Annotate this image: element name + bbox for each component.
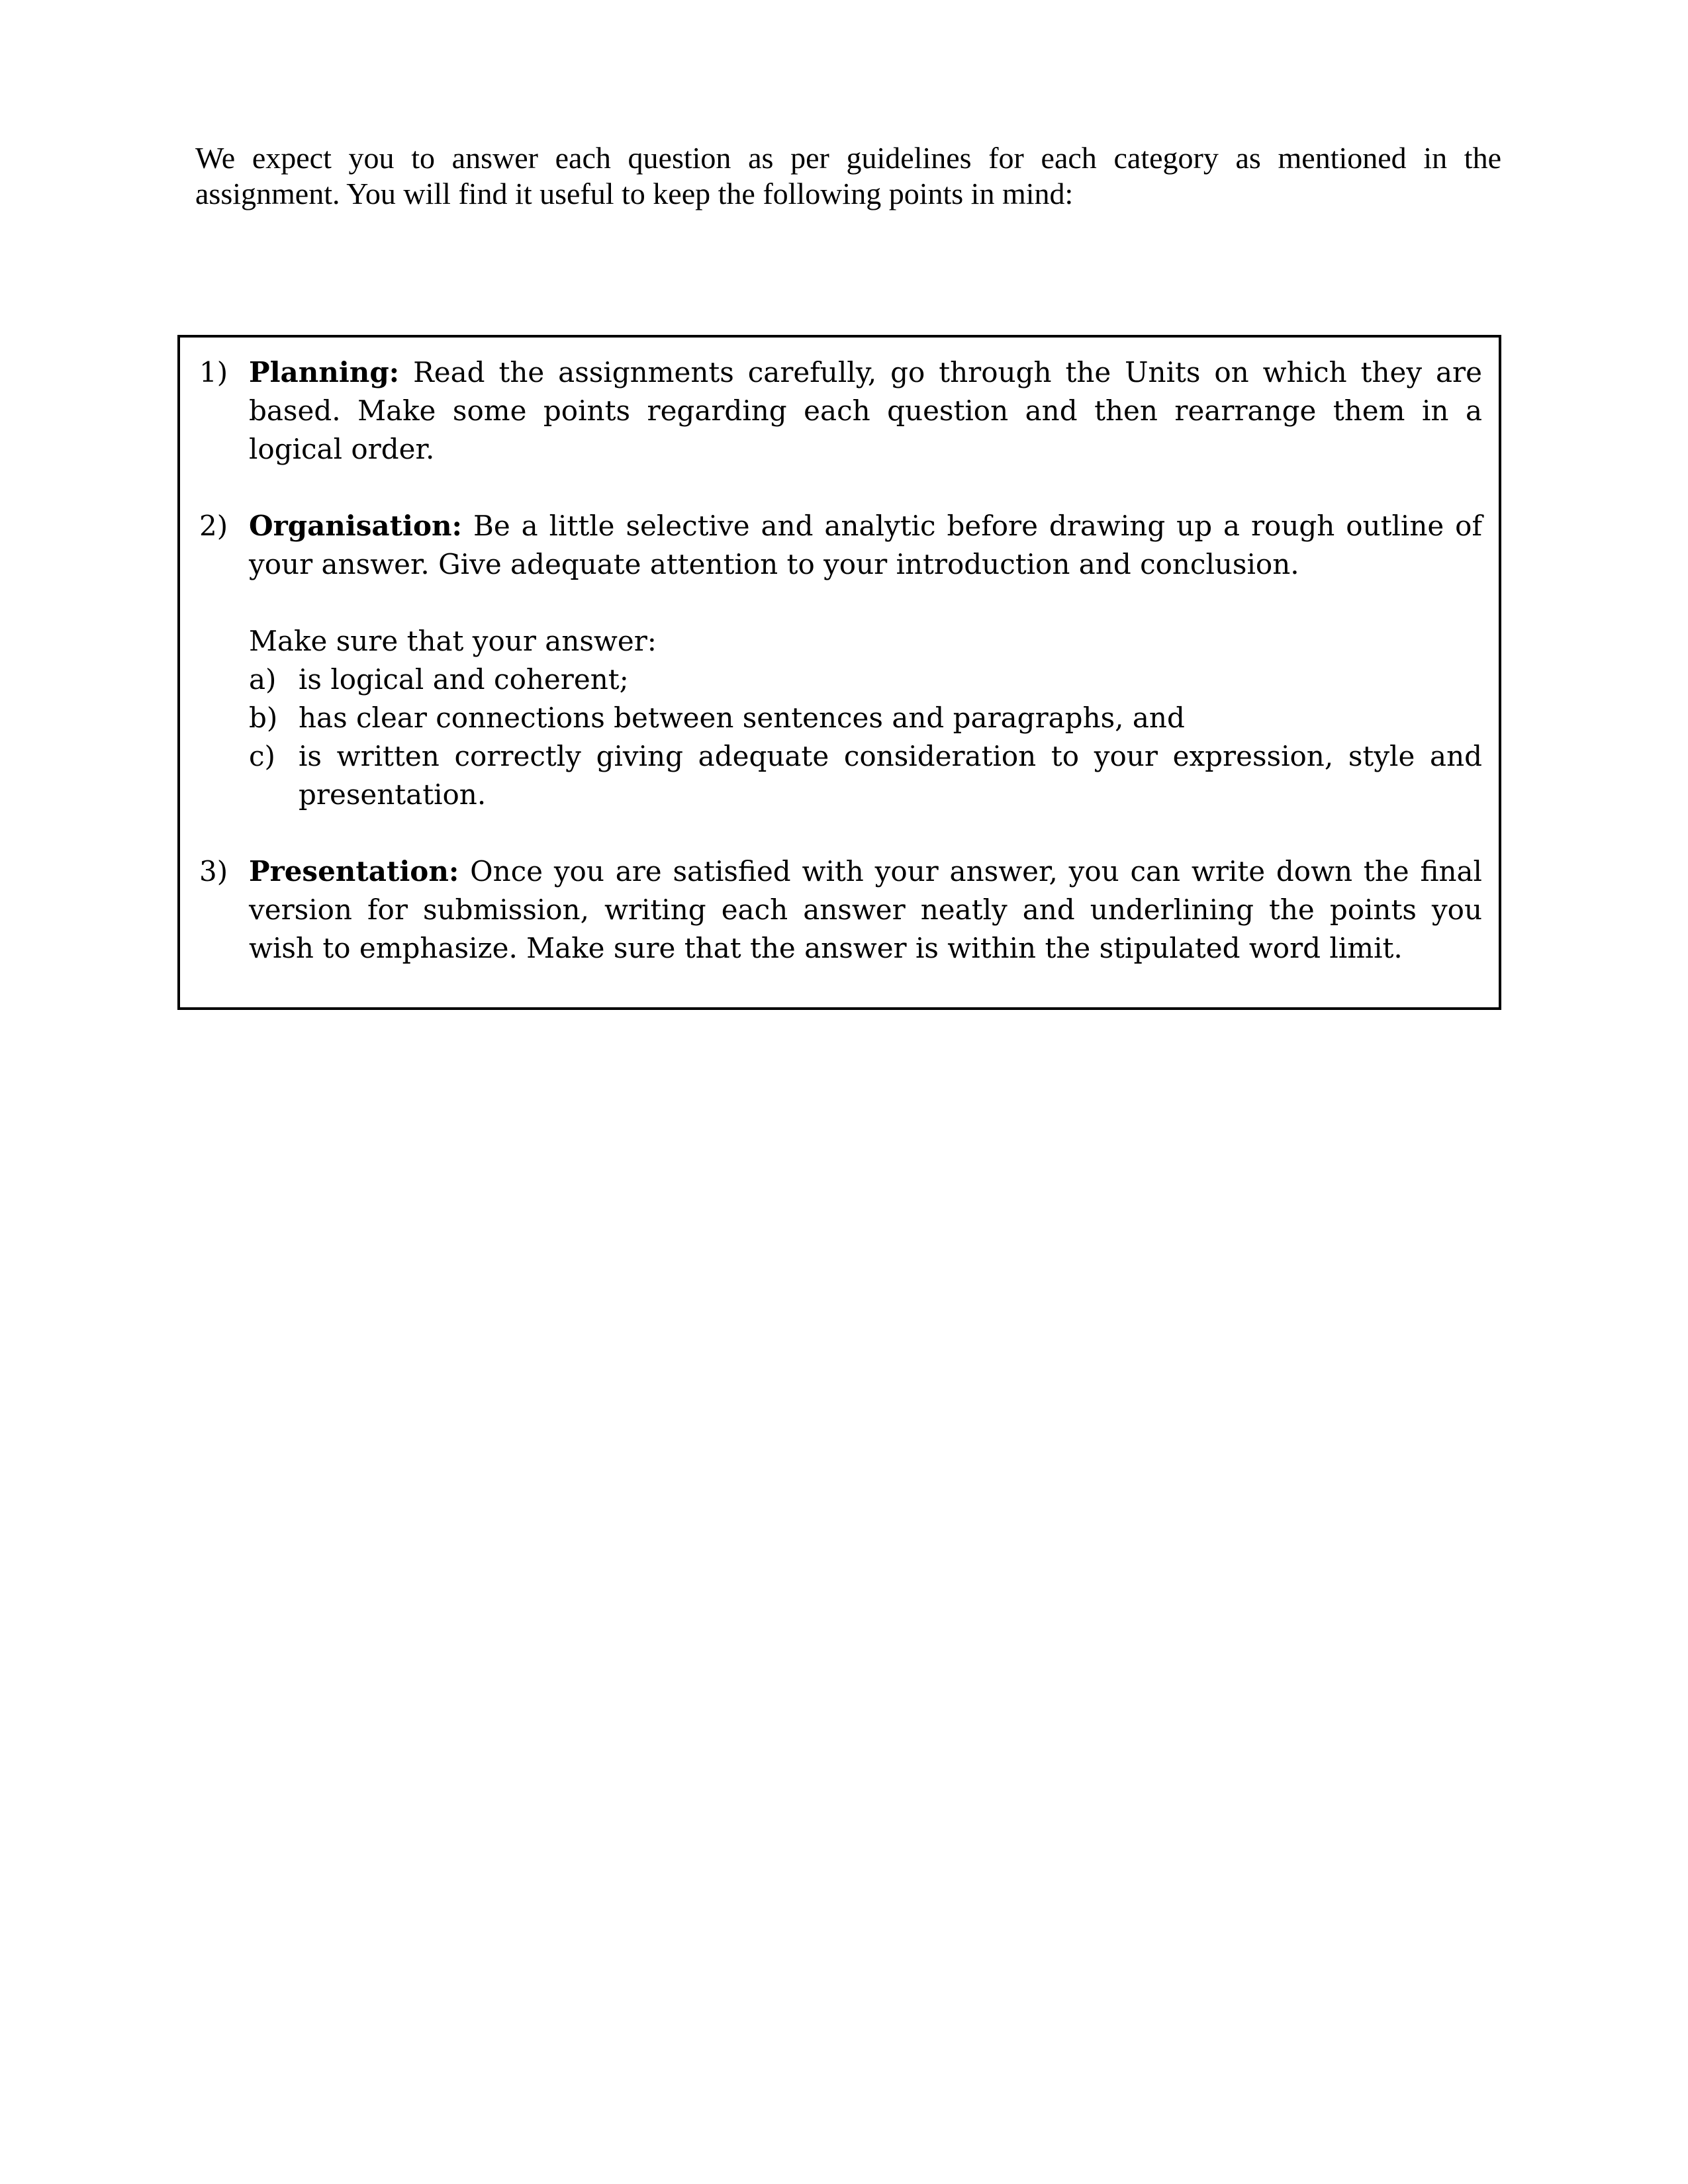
item-text-content: Read the assignments carefully, go through the Units on which they are based. Make some points regarding each question and then rearrange them in a logical order.: [249, 356, 1482, 465]
intro-paragraph: We expect you to answer each question as per guidelines for each category as mentioned in the assignment. You will find it useful to keep the following points in mind:: [195, 141, 1501, 210]
guideline-item-presentation: [199, 852, 1482, 968]
sublist-item-b: [249, 699, 1482, 737]
sublist-letter: b): [249, 702, 278, 734]
sublist-text: is written correctly giving adequate consideration to your expression, style and presentation.: [299, 740, 1482, 811]
guidelines-box: [177, 335, 1501, 1010]
item-body: [249, 353, 1482, 469]
item-label: Presentation:: [249, 855, 459, 887]
item-text: [249, 507, 1482, 584]
guideline-item-planning: [199, 353, 1482, 469]
sublist-item-c: [249, 737, 1482, 814]
item-text-content: Be a little selective and analytic before drawing up a rough outline of your answer. Give adequate attention to your introduction and conclusion.: [249, 510, 1482, 580]
sublist-letter: a): [249, 663, 277, 696]
item-text-content: Once you are satisfied with your answer, you can write down the final version for submission, writing each answer neatly and underlining the points you wish to emphasize. Make sure that the answer is within the stipulated word limit.: [249, 855, 1482, 964]
guideline-item-organisation: [199, 507, 1482, 814]
item-number: 3): [199, 855, 228, 887]
item-number: 2): [199, 510, 228, 542]
item-body: [249, 852, 1482, 968]
sublist-text: is logical and coherent;: [299, 663, 629, 696]
item-label: Planning:: [249, 356, 400, 388]
item-label: Organisation:: [249, 510, 463, 542]
sublist-letter: c): [249, 740, 275, 772]
item-text: [249, 852, 1482, 968]
sublist-intro: Make sure that your answer:: [249, 625, 657, 657]
item-number: 1): [199, 356, 228, 388]
item-text: [249, 353, 1482, 469]
sublist-text: has clear connections between sentences and paragraphs, and: [299, 702, 1185, 734]
item-body: [249, 507, 1482, 814]
sublist-item-a: [249, 660, 1482, 699]
